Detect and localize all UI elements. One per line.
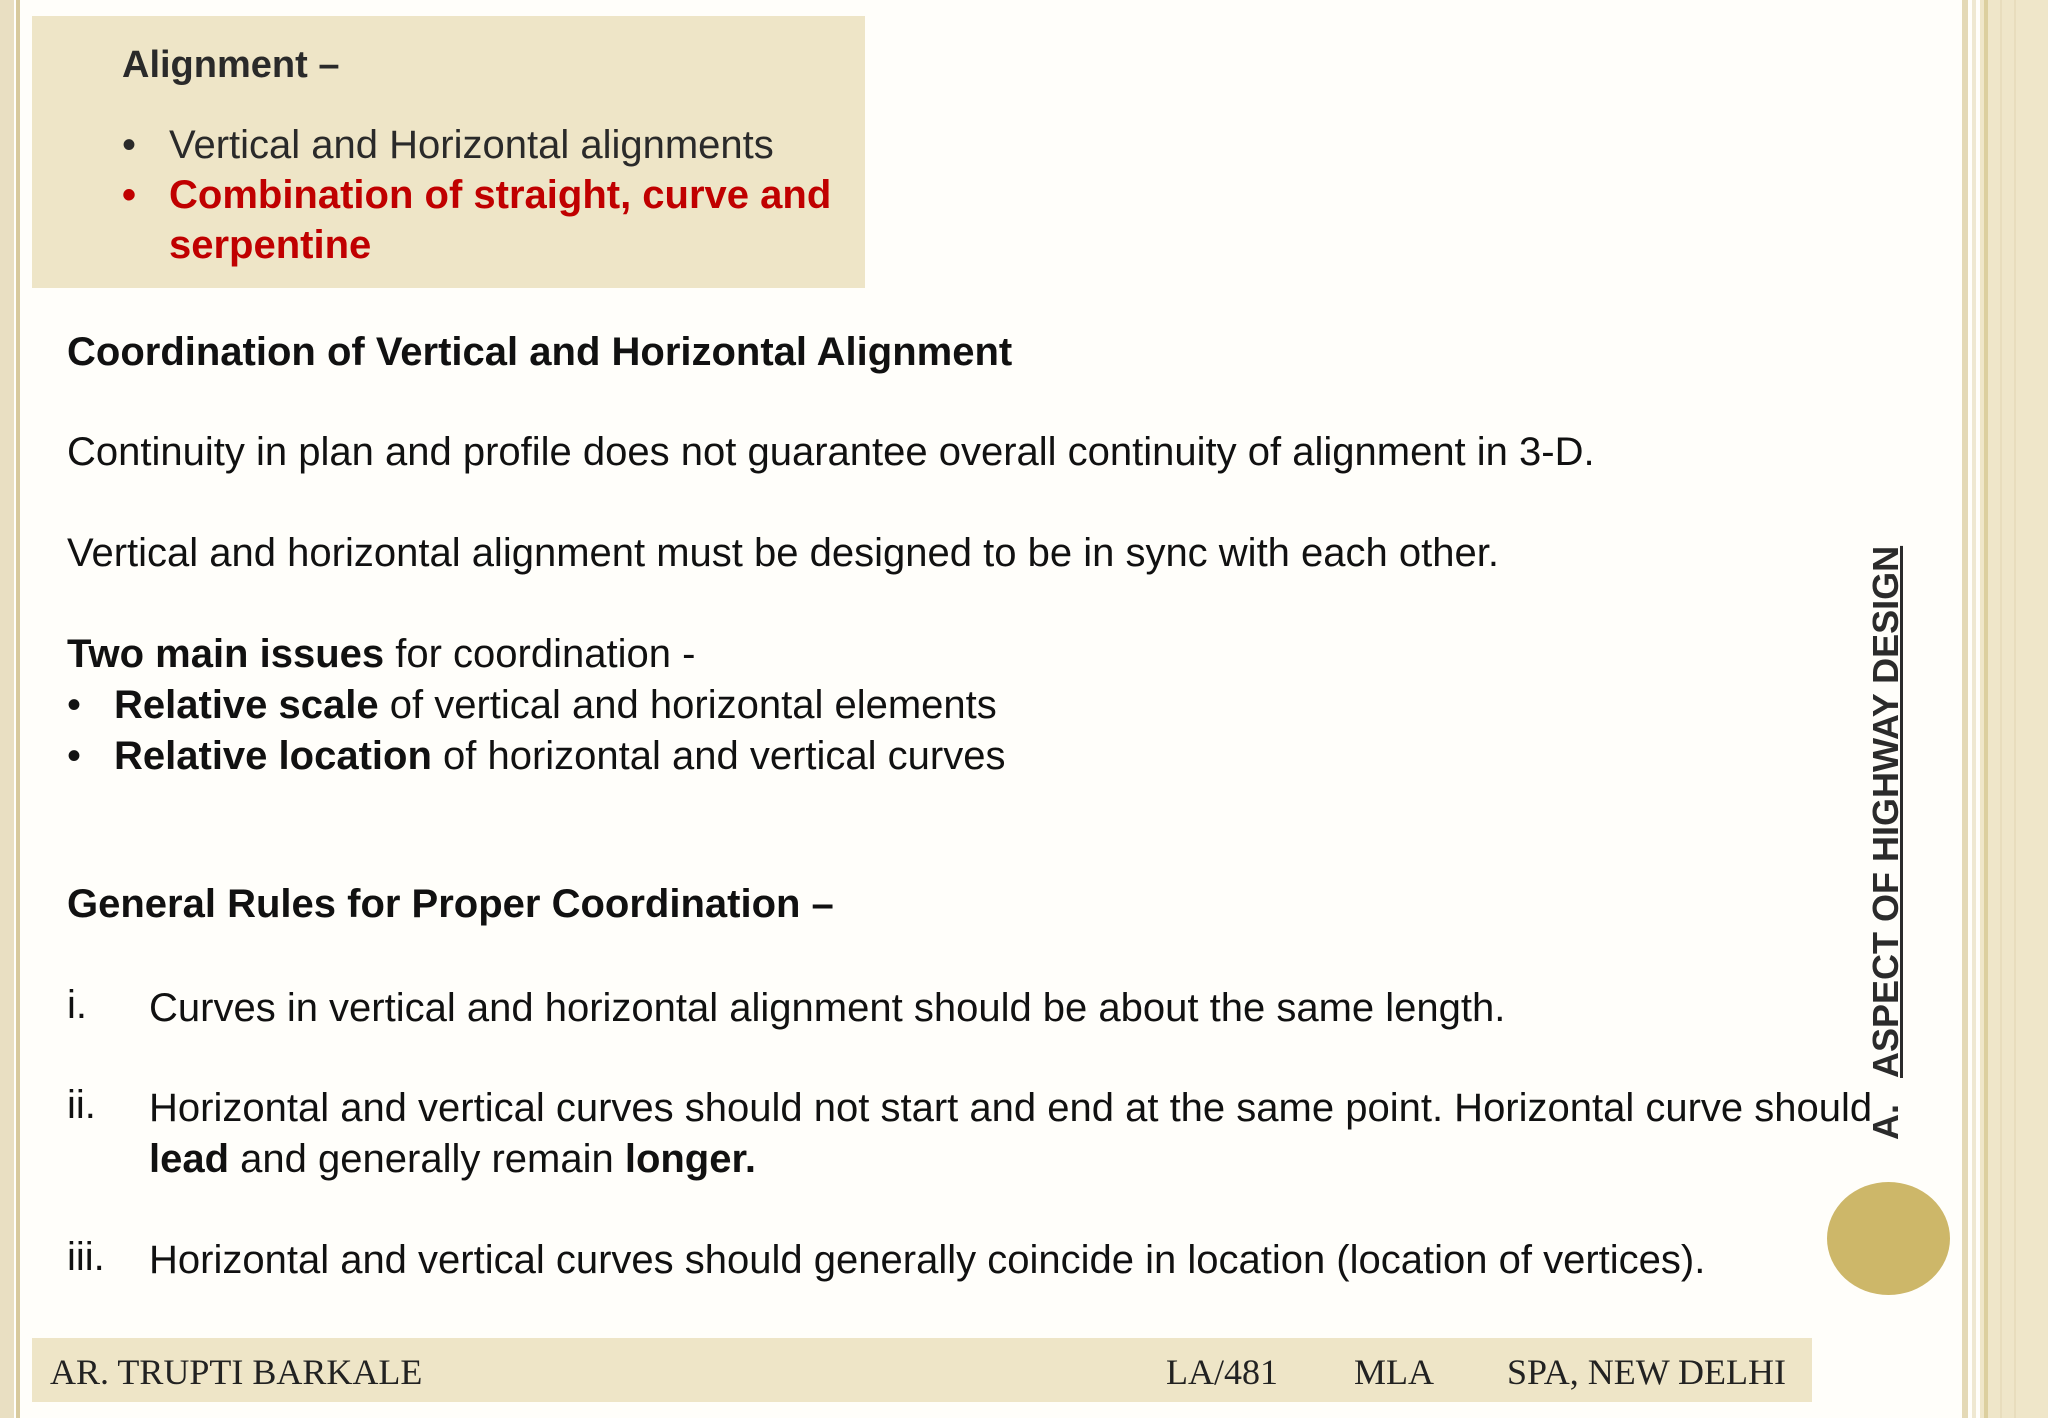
- right-border-line: [2000, 0, 2002, 1418]
- bullet-icon: •: [122, 173, 137, 217]
- rule-text-bold: longer.: [624, 1137, 756, 1181]
- alignment-title: Alignment –: [122, 44, 340, 86]
- bullet-icon: •: [67, 683, 82, 727]
- rule-text-part: Horizontal and vertical curves should not start and end at the same point. Horizontal curve should: [149, 1086, 1873, 1130]
- rule-text: Curves in vertical and horizontal alignment should be about the same length.: [149, 986, 1506, 1030]
- list-item: [122, 170, 842, 270]
- side-title: [1865, 546, 1907, 1140]
- right-border-line: [2014, 0, 2016, 1418]
- coordination-paragraph: Continuity in plan and profile does not guarantee overall continuity of alignment in 3-D.: [67, 430, 1595, 474]
- coordination-heading: Coordination of Vertical and Horizontal Alignment: [67, 330, 1013, 374]
- issue-bold: Relative location: [114, 734, 432, 778]
- footer-code: LA/481: [1166, 1352, 1278, 1392]
- rules-heading: General Rules for Proper Coordination –: [67, 882, 834, 926]
- rule-number: iii.: [67, 1235, 105, 1279]
- coordination-paragraph: Vertical and horizontal alignment must be designed to be in sync with each other.: [67, 531, 1499, 575]
- rule-text: [149, 1083, 1899, 1185]
- footer-author: AR. TRUPTI BARKALE: [50, 1352, 423, 1392]
- alignment-box: [32, 16, 865, 288]
- list-item: [122, 120, 842, 170]
- bullet-icon: •: [67, 734, 82, 778]
- side-title-prefix: A.: [1865, 1104, 1906, 1140]
- list-item-text: Combination of straight, curve and serpentine: [169, 173, 832, 267]
- footer-program: MLA: [1354, 1352, 1434, 1392]
- left-border-stripe: [0, 0, 14, 1418]
- issue-rest: of horizontal and vertical curves: [431, 734, 1006, 778]
- issues-intro-rest: for coordination -: [384, 632, 696, 676]
- right-border-line: [1984, 0, 1988, 1418]
- issue-bold: Relative scale: [114, 683, 379, 727]
- right-border-line: [1962, 0, 1968, 1418]
- left-border-line: [16, 0, 20, 1418]
- decorative-circle: [1827, 1182, 1950, 1295]
- footer-bar: [32, 1338, 1812, 1402]
- issues-intro-bold: Two main issues: [67, 632, 385, 676]
- right-border-line: [1972, 0, 1976, 1418]
- rule-text: Horizontal and vertical curves should generally coincide in location (location of vertices).: [149, 1238, 1706, 1282]
- list-item-text: Vertical and Horizontal alignments: [169, 123, 774, 167]
- list-item: [67, 683, 997, 728]
- list-item: [67, 734, 1006, 779]
- rule-number: ii.: [67, 1083, 96, 1127]
- side-title-text: ASPECT OF HIGHWAY DESIGN: [1865, 545, 1906, 1078]
- footer-institute: SPA, NEW DELHI: [1507, 1352, 1787, 1392]
- issue-rest: of vertical and horizontal elements: [378, 683, 997, 727]
- alignment-list: [122, 120, 842, 270]
- rule-number: i.: [67, 983, 87, 1027]
- rule-text-bold: lead: [149, 1137, 230, 1181]
- issues-intro: [67, 632, 695, 677]
- bullet-icon: •: [122, 123, 137, 167]
- rule-text-part: and generally remain: [229, 1137, 625, 1181]
